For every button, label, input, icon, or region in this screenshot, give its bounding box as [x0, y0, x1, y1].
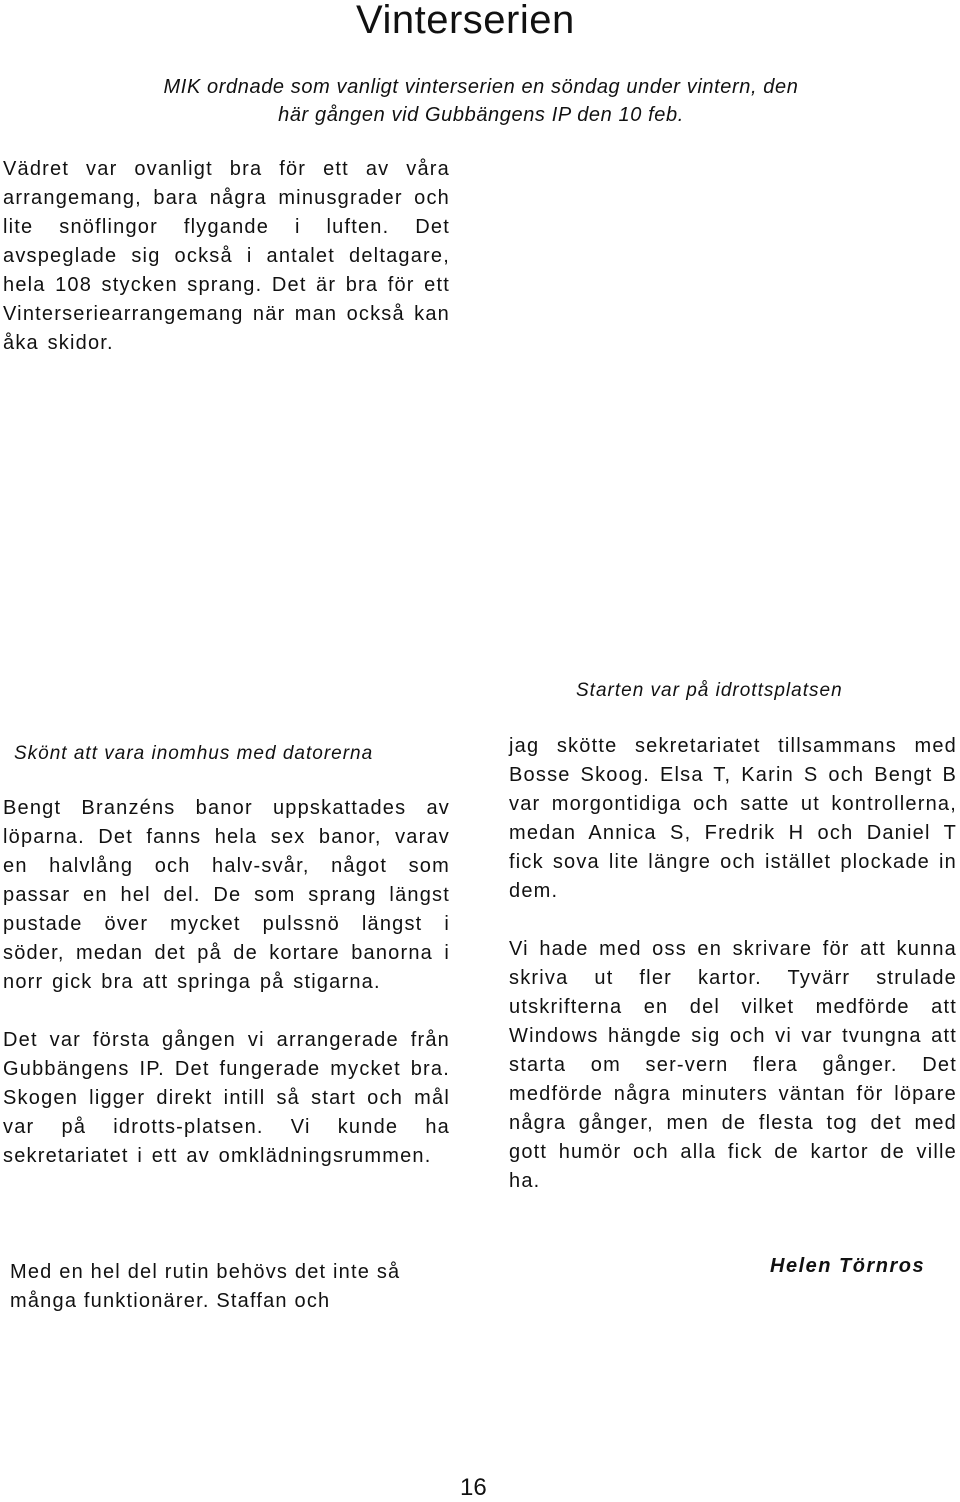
body-paragraph: Vi hade med oss en skrivare för att kunna skriva ut fler kartor. Tyvärr strulade utskrifterna en del vilket medförde att Windows hängde sig och vi var tvungna att starta om ser-vern flera gånger. Det medförde några minuters väntan för löpare några gånger, men de flesta tog det med gott humör och alla fick de kartor de ville ha.	[509, 938, 957, 1192]
body-paragraph: Med en hel del rutin behövs det inte så många funktionärer. Staffan och	[10, 1261, 401, 1312]
body-paragraph: Bengt Branzéns banor uppskattades av löparna. Det fanns hela sex banor, varav en halvlång och halv-svår, något som passar en hel del. De som sprang längst pustade över mycket pulssnö längst i söder, medan det på de kortare banorna i norr gick bra att springa på stigarna.	[3, 797, 450, 993]
author-signature: Helen Törnros	[770, 1255, 926, 1277]
article-lead: MIK ordnade som vanligt vinterserien en söndag under vintern, den här gången vid Gubbängens IP den 10 feb.	[163, 76, 799, 126]
left-column	[3, 794, 450, 1171]
intro-paragraph: Vädret var ovanligt bra för ett av våra arrangemang, bara några minusgrader och lite snöflingor flygande i luften. Det avspeglade sig också i antalet deltagare, hela 108 stycken sprang. Det är bra för ett Vinterseriearrangemang när man också kan åka skidor.	[3, 158, 450, 354]
article-title: Vinterserien	[356, 0, 575, 42]
body-paragraph: Det var första gången vi arrangerade från Gubbängens IP. Det fungerade mycket bra. Skogen ligger direkt intill så start och mål var på idrotts-platsen. Vi kunde ha sekretariatet i ett av omklädningsrummen.	[3, 1029, 450, 1167]
photo-caption-start: Starten var på idrottsplatsen	[576, 680, 843, 701]
body-paragraph: jag skötte sekretariatet tillsammans med Bosse Skoog. Elsa T, Karin S och Bengt B var morgontidiga och satte ut kontrollerna, medan Annica S, Fredrik H och Daniel T fick sova lite längre och istället plockade in dem.	[509, 735, 957, 902]
right-column	[509, 732, 957, 1196]
photo-caption-computers: Skönt att vara inomhus med datorerna	[14, 743, 374, 764]
page-number: 16	[460, 1474, 487, 1501]
